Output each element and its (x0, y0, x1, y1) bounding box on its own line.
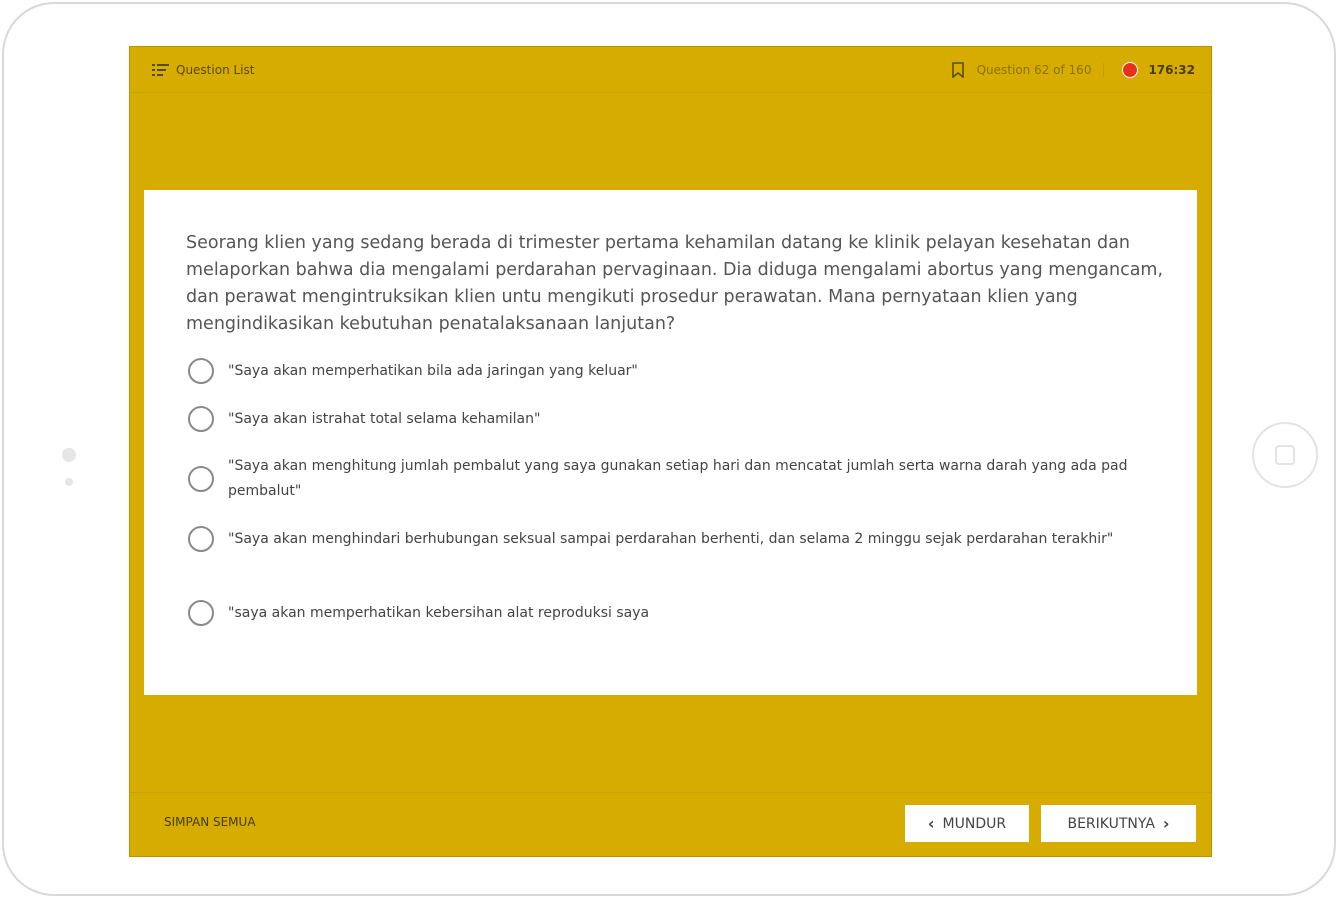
bookmark-icon[interactable] (951, 62, 965, 78)
radio-button[interactable] (188, 526, 214, 552)
previous-button-label: MUNDUR (942, 815, 1007, 832)
radio-button[interactable] (188, 466, 214, 492)
answer-option-text: "Saya akan menghindari berhubungan seksual sampai perdarahan berhenti, dan selama 2 minggu sejak perdarahan terakhir" (228, 530, 1114, 547)
answer-option-text: "saya akan memperhatikan kebersihan alat reproduksi saya (228, 604, 650, 621)
sensor-dot (65, 478, 73, 486)
answer-option-text: "Saya akan istrahat total selama kehamilan" (228, 410, 541, 427)
next-button[interactable] (1041, 805, 1196, 842)
answer-option-1[interactable] (188, 358, 1128, 384)
answer-option-4[interactable] (188, 526, 1128, 552)
question-list-button[interactable] (152, 63, 254, 77)
question-card (144, 190, 1197, 695)
next-button-label: BERIKUTNYA (1067, 815, 1155, 832)
bottom-bar (130, 792, 1211, 856)
save-all-button[interactable]: SIMPAN SEMUA (164, 815, 256, 829)
top-bar (130, 47, 1211, 93)
question-text: Seorang klien yang sedang berada di trimester pertama kehamilan datang ke klinik pelayan kesehatan dan melaporkan bahwa dia mengalami perdarahan pervaginaan. Dia diduga mengalami abortus yang mengancam, dan perawat mengintruksikan klien untu mengikuti prosedur perawatan. Mana pernyataan klien yang mengindikasikan kebutuhan penatalaksanaan lanjutan? (186, 233, 1164, 334)
question-list-label: Question List (176, 62, 255, 77)
timer-record-icon (1122, 62, 1138, 78)
home-square-icon (1275, 445, 1295, 465)
exam-screen (129, 46, 1212, 857)
answer-option-text: "Saya akan menghitung jumlah pembalut yang saya gunakan setiap hari dan mencatat jumlah serta warna darah yang ada pad pembalut" (228, 458, 1128, 499)
home-button[interactable] (1252, 422, 1318, 488)
camera-dot (62, 448, 76, 462)
radio-button[interactable] (188, 358, 214, 384)
answer-option-text: "Saya akan memperhatikan bila ada jaringan yang keluar" (228, 362, 638, 379)
list-icon (152, 63, 170, 77)
previous-button[interactable] (905, 805, 1029, 842)
divider (1103, 63, 1104, 77)
answer-option-2[interactable] (188, 406, 1128, 432)
radio-button[interactable] (188, 600, 214, 626)
question-counter: Question 62 of 160 (976, 62, 1092, 77)
answer-option-3[interactable] (188, 454, 1128, 504)
answer-option-5[interactable] (188, 600, 1128, 626)
timer: 176:32 (1148, 62, 1195, 77)
radio-button[interactable] (188, 406, 214, 432)
chevron-right-icon: › (1162, 814, 1170, 833)
chevron-left-icon: ‹ (927, 814, 935, 833)
